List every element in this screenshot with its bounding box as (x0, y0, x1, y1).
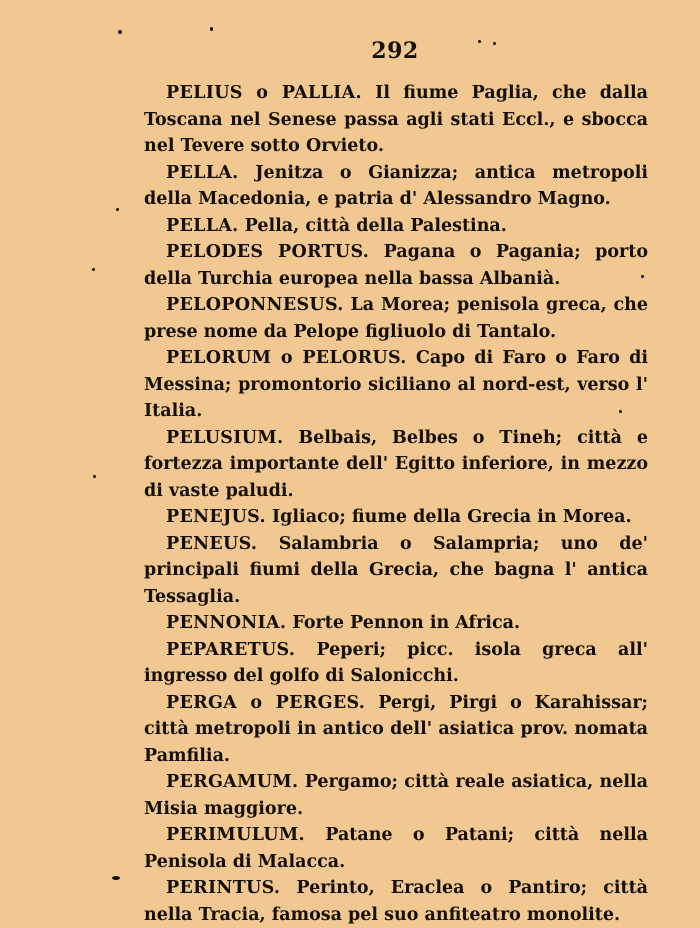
entry-text: Pergamo; città reale asiatica, nella Misia maggiore. (144, 772, 649, 819)
dictionary-entries (144, 80, 648, 928)
entry-headword: PEPARETUS. (166, 639, 296, 660)
entry-headword: PELIUS o PALLIA. (166, 83, 362, 103)
entry-peloponnesus (144, 292, 648, 345)
entry-text: Pagana o Pagania; porto della Turchia europea nella bassa Albanià. (144, 242, 648, 289)
entry-peparetus (144, 637, 648, 690)
entry-headword: PELUSIUM. (166, 427, 284, 448)
entry-text: Capo di Faro o Faro di Messina; promontorio siciliano al nord-est, verso l' Italia. (144, 348, 648, 421)
entry-headword: PENNONIA. (166, 613, 287, 633)
entry-text: Belbais, Belbes o Tineh; città e fortezza importante dell' Egitto inferiore, in mezzo di vaste paludi. (144, 427, 649, 501)
page-number: 292 (371, 38, 419, 64)
entry-text: Perinto, Eraclea o Pantiro; città nella Tracia, famosa pel suo anfiteatro monolite. (144, 878, 649, 925)
entry-pella-palestina (144, 213, 648, 240)
entry-perimulum (144, 822, 648, 875)
entry-text: Pergi, Pirgi o Karahissar; città metropoli in antico dell' asiatica prov. nomata Pamfilia. (144, 692, 648, 766)
entry-headword: PERGA o PERGES. (166, 692, 366, 713)
entry-text: Jenitza o Gianizza; antica metropoli della Macedonia, e patria d' Alessandro Magno. (144, 162, 648, 209)
entry-headword: PERGAMUM. (166, 772, 299, 792)
entry-pergamum (144, 769, 648, 822)
scan-speck (641, 275, 644, 278)
entry-text: Igliaco; fiume della Grecia in Morea. (271, 507, 632, 527)
entry-peneus (144, 531, 648, 611)
entry-pelodes-portus (144, 239, 648, 292)
scan-speck (112, 876, 120, 880)
entry-pella (144, 160, 648, 213)
entry-text: La Morea; penisola greca, che prese nome da Pelope figliuolo di Tantalo. (144, 295, 649, 342)
entry-penejus (144, 504, 648, 531)
scan-speck (118, 30, 122, 34)
entry-text: Salambria o Salampria; uno de' principali fiumi della Grecia, che bagna l' antica Tessaglia. (144, 533, 648, 607)
entry-pennonia (144, 610, 648, 637)
entry-text: Forte Pennon in Africa. (292, 613, 521, 633)
entry-text: Pella, città della Palestina. (244, 215, 507, 236)
entry-perga (144, 690, 648, 770)
entry-pelusium (144, 425, 648, 505)
entry-text: Patane o Patani; città nella Penisola di Malacca. (144, 825, 649, 872)
entry-headword: PELOPONNESUS. (166, 295, 344, 315)
entry-headword: PENEUS. (166, 533, 258, 554)
entry-headword: PELORUM o PELORUS. (166, 348, 407, 368)
entry-pelorum (144, 345, 648, 425)
scan-speck (478, 40, 481, 43)
entry-headword: PENEJUS. (166, 507, 266, 527)
scan-speck (92, 268, 95, 271)
entry-perintus (144, 875, 648, 928)
entry-text: Peperi; picc. isola greca all' ingresso del golfo di Salonicchi. (144, 639, 649, 686)
scan-speck (619, 410, 622, 413)
entry-text: Il fiume Paglia, che dalla Toscana nel Senese passa agli stati Eccl., e sbocca nel Tevere sotto Orvieto. (144, 83, 648, 156)
scan-speck (210, 27, 213, 31)
entry-headword: PELLA. (166, 162, 239, 183)
entry-pelius (144, 80, 648, 160)
entry-headword: PELLA. (166, 215, 239, 236)
entry-headword: PELODES PORTUS. (166, 242, 370, 262)
entry-headword: PERINTUS. (166, 878, 281, 898)
scan-speck (116, 208, 119, 211)
scan-speck (93, 475, 96, 478)
scan-speck (493, 42, 496, 45)
entry-headword: PERIMULUM. (166, 825, 305, 845)
